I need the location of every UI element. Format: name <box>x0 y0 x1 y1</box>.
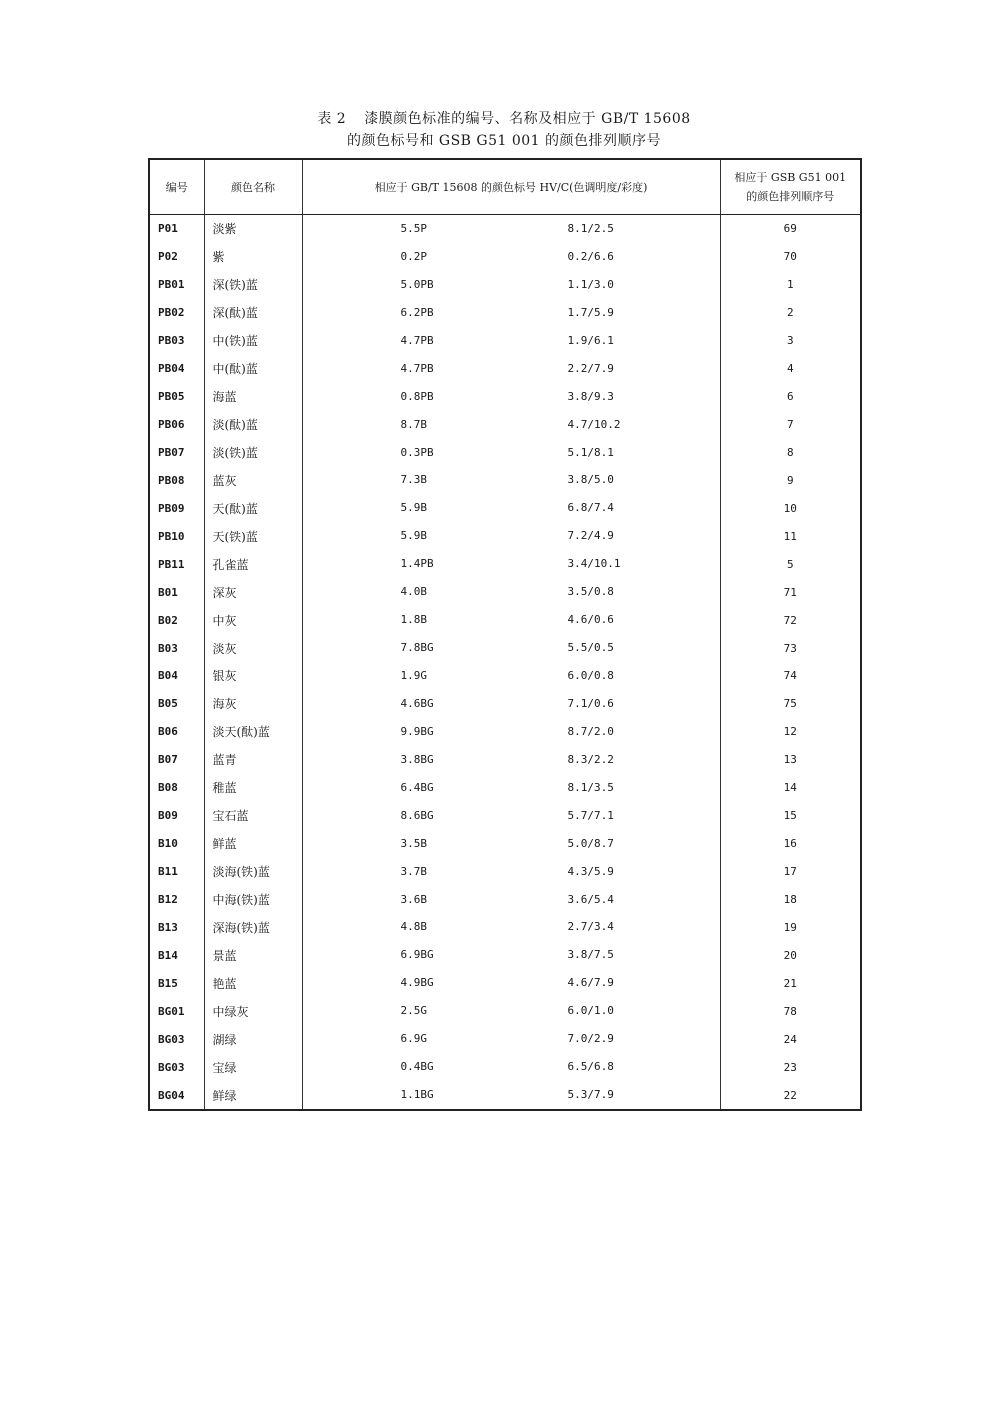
cell-hue: 3.5B <box>400 836 427 850</box>
table-row <box>149 383 861 411</box>
cell-code: B03 <box>149 634 204 662</box>
cell-code: BG01 <box>149 997 204 1025</box>
cell-value-chroma: 3.8/9.3 <box>567 389 614 403</box>
cell-hue: 8.7B <box>400 417 427 431</box>
cell-seq: 75 <box>783 697 797 711</box>
cell-seq: 22 <box>783 1088 797 1102</box>
cell-name: 景蓝 <box>204 941 302 969</box>
table-row <box>149 690 861 718</box>
table-row <box>149 634 861 662</box>
cell-hue: 3.8BG <box>400 752 434 766</box>
table-row <box>149 327 861 355</box>
cell-value-chroma: 4.7/10.2 <box>567 417 621 431</box>
cell-hvc <box>302 662 720 690</box>
cell-seq: 8 <box>786 445 794 459</box>
cell-code: B01 <box>149 578 204 606</box>
table-row <box>149 858 861 886</box>
cell-seq: 16 <box>783 837 797 851</box>
cell-code: P02 <box>149 243 204 271</box>
table-header-row <box>149 159 861 215</box>
cell-hvc <box>302 802 720 830</box>
cell-name: 中海(铁)蓝 <box>204 886 302 914</box>
table-row <box>149 271 861 299</box>
cell-hvc <box>302 522 720 550</box>
cell-name: 深(酞)蓝 <box>204 299 302 327</box>
table-row <box>149 550 861 578</box>
cell-hvc <box>302 383 720 411</box>
cell-value-chroma: 5.7/7.1 <box>567 808 614 822</box>
cell-hue: 4.7PB <box>400 361 434 375</box>
cell-name: 艳蓝 <box>204 969 302 997</box>
cell-hvc <box>302 690 720 718</box>
caption-line-2: 的颜色标号和 GSB G51 001 的颜色排列顺序号 <box>346 133 662 149</box>
caption-title: 漆膜颜色标准的编号、名称及相应于 GB/T 15608 <box>364 111 691 127</box>
cell-value-chroma: 1.7/5.9 <box>567 305 614 319</box>
cell-hue: 4.7PB <box>400 333 434 347</box>
cell-seq: 72 <box>783 613 797 627</box>
header-seq-line-2: 的颜色排列顺序号 <box>746 190 835 203</box>
cell-value-chroma: 5.3/7.9 <box>567 1088 614 1102</box>
cell-code: B11 <box>149 858 204 886</box>
cell-name: 鲜绿 <box>204 1081 302 1110</box>
cell-name: 淡海(铁)蓝 <box>204 858 302 886</box>
cell-hvc <box>302 494 720 522</box>
cell-name: 湖绿 <box>204 1025 302 1053</box>
cell-value-chroma: 3.5/0.8 <box>567 585 614 599</box>
cell-code: B04 <box>149 662 204 690</box>
cell-hue: 5.0PB <box>400 277 434 291</box>
cell-seq: 69 <box>783 222 797 236</box>
cell-name: 淡(铁)蓝 <box>204 439 302 467</box>
cell-code: B13 <box>149 913 204 941</box>
cell-value-chroma: 6.0/0.8 <box>567 669 614 682</box>
cell-name: 中(酞)蓝 <box>204 355 302 383</box>
table-row <box>149 411 861 439</box>
cell-seq: 2 <box>786 306 794 320</box>
cell-seq: 10 <box>783 501 797 515</box>
cell-value-chroma: 8.1/3.5 <box>567 780 614 794</box>
cell-hvc <box>302 411 720 439</box>
cell-hue: 9.9BG <box>400 724 434 738</box>
cell-hue: 4.6BG <box>400 696 434 710</box>
cell-hvc <box>302 941 720 969</box>
cell-seq: 17 <box>783 865 797 879</box>
cell-value-chroma: 2.2/7.9 <box>567 361 614 375</box>
cell-seq: 15 <box>783 809 797 823</box>
table-row <box>149 969 861 997</box>
cell-hue: 1.4PB <box>400 557 434 571</box>
cell-name: 蓝青 <box>204 746 302 774</box>
cell-hue: 4.0B <box>400 585 427 599</box>
cell-code: B09 <box>149 802 204 830</box>
cell-name: 中(铁)蓝 <box>204 327 302 355</box>
cell-value-chroma: 0.2/6.6 <box>567 249 614 263</box>
cell-hvc <box>302 578 720 606</box>
cell-hue: 3.7B <box>400 864 427 878</box>
cell-hvc <box>302 243 720 271</box>
cell-hue: 1.8B <box>400 613 427 627</box>
cell-seq: 14 <box>783 781 797 795</box>
cell-hue: 0.4BG <box>400 1060 434 1074</box>
cell-seq: 12 <box>783 725 797 739</box>
cell-code: PB09 <box>149 494 204 522</box>
cell-value-chroma: 3.6/5.4 <box>567 892 614 906</box>
cell-hue: 6.9BG <box>400 948 434 962</box>
cell-seq: 5 <box>786 557 794 571</box>
cell-seq: 74 <box>783 669 797 683</box>
cell-code: PB08 <box>149 466 204 494</box>
table-body <box>149 215 861 1111</box>
table-row <box>149 522 861 550</box>
cell-value-chroma: 7.1/0.6 <box>567 696 614 710</box>
cell-hue: 5.9B <box>400 501 427 515</box>
table-caption <box>148 108 860 152</box>
cell-code: B12 <box>149 886 204 914</box>
cell-seq: 3 <box>786 334 794 348</box>
cell-code: B06 <box>149 718 204 746</box>
cell-value-chroma: 8.3/2.2 <box>567 752 614 766</box>
cell-seq: 19 <box>783 920 797 934</box>
cell-code: BG03 <box>149 1053 204 1081</box>
table-row <box>149 662 861 690</box>
table-label: 表 2 <box>317 111 347 127</box>
cell-name: 中灰 <box>204 606 302 634</box>
cell-code: PB01 <box>149 271 204 299</box>
cell-seq: 23 <box>783 1060 797 1074</box>
cell-hue: 6.9G <box>400 1032 427 1046</box>
cell-name: 海灰 <box>204 690 302 718</box>
cell-code: B05 <box>149 690 204 718</box>
table-row <box>149 606 861 634</box>
cell-name: 蓝灰 <box>204 466 302 494</box>
table-row <box>149 997 861 1025</box>
cell-hue: 4.8B <box>400 920 427 934</box>
cell-hue: 1.1BG <box>400 1088 434 1102</box>
cell-seq: 1 <box>786 278 794 292</box>
cell-code: P01 <box>149 215 204 243</box>
header-name: 颜色名称 <box>204 159 302 215</box>
color-standard-table <box>148 158 862 1111</box>
cell-hvc <box>302 886 720 914</box>
cell-hvc <box>302 774 720 802</box>
cell-hvc <box>302 271 720 299</box>
cell-value-chroma: 5.5/0.5 <box>567 641 614 655</box>
table-row <box>149 913 861 941</box>
cell-name: 深(铁)蓝 <box>204 271 302 299</box>
cell-hvc <box>302 830 720 858</box>
cell-value-chroma: 7.2/4.9 <box>567 529 614 543</box>
cell-code: B02 <box>149 606 204 634</box>
cell-seq: 78 <box>783 1004 797 1018</box>
cell-value-chroma: 3.8/7.5 <box>567 948 614 962</box>
cell-hvc <box>302 439 720 467</box>
cell-hvc <box>302 550 720 578</box>
table-row <box>149 802 861 830</box>
header-seq-line-1: 相应于 GSB G51 001 <box>734 171 847 184</box>
cell-name: 天(铁)蓝 <box>204 522 302 550</box>
cell-seq: 20 <box>783 948 797 962</box>
cell-name: 淡(酞)蓝 <box>204 411 302 439</box>
cell-code: BG03 <box>149 1025 204 1053</box>
table-row <box>149 1053 861 1081</box>
cell-hvc <box>302 1025 720 1053</box>
cell-seq: 24 <box>783 1032 797 1046</box>
table-row <box>149 1025 861 1053</box>
cell-hvc <box>302 969 720 997</box>
cell-value-chroma: 6.5/6.8 <box>567 1060 614 1074</box>
cell-code: PB04 <box>149 355 204 383</box>
table-row <box>149 1081 861 1110</box>
cell-code: B08 <box>149 774 204 802</box>
cell-name: 紫 <box>204 243 302 271</box>
cell-value-chroma: 4.6/0.6 <box>567 613 614 627</box>
cell-name: 鲜蓝 <box>204 830 302 858</box>
caption-line-1 <box>148 108 860 130</box>
cell-name: 淡灰 <box>204 634 302 662</box>
cell-seq: 71 <box>783 585 797 599</box>
cell-value-chroma: 8.1/2.5 <box>567 222 614 235</box>
table-row <box>149 774 861 802</box>
cell-hvc <box>302 355 720 383</box>
cell-hvc <box>302 299 720 327</box>
table-row <box>149 299 861 327</box>
cell-value-chroma: 3.8/5.0 <box>567 473 614 487</box>
cell-name: 海蓝 <box>204 383 302 411</box>
table-row <box>149 243 861 271</box>
cell-value-chroma: 2.7/3.4 <box>567 920 614 934</box>
table-row <box>149 886 861 914</box>
cell-seq: 9 <box>786 473 794 487</box>
cell-name: 深海(铁)蓝 <box>204 913 302 941</box>
cell-seq: 13 <box>783 753 797 767</box>
cell-value-chroma: 7.0/2.9 <box>567 1032 614 1046</box>
cell-value-chroma: 5.0/8.7 <box>567 836 614 850</box>
cell-code: PB05 <box>149 383 204 411</box>
cell-name: 深灰 <box>204 578 302 606</box>
cell-hue: 5.5P <box>400 222 427 235</box>
cell-seq: 18 <box>783 892 797 906</box>
cell-value-chroma: 6.0/1.0 <box>567 1004 614 1018</box>
cell-hvc <box>302 858 720 886</box>
cell-hue: 2.5G <box>400 1004 427 1018</box>
cell-hvc <box>302 997 720 1025</box>
cell-code: PB11 <box>149 550 204 578</box>
cell-code: B10 <box>149 830 204 858</box>
cell-value-chroma: 1.1/3.0 <box>567 277 614 291</box>
cell-value-chroma: 4.3/5.9 <box>567 864 614 878</box>
cell-hvc <box>302 913 720 941</box>
cell-hue: 7.8BG <box>400 641 434 655</box>
table-row <box>149 439 861 467</box>
cell-name: 淡天(酞)蓝 <box>204 718 302 746</box>
cell-hue: 8.6BG <box>400 808 434 822</box>
table-row <box>149 718 861 746</box>
cell-name: 天(酞)蓝 <box>204 494 302 522</box>
cell-hue: 0.8PB <box>400 389 434 403</box>
cell-seq: 73 <box>783 641 797 655</box>
cell-name: 宝石蓝 <box>204 802 302 830</box>
cell-seq: 11 <box>783 529 797 543</box>
cell-name: 淡紫 <box>204 215 302 243</box>
header-seq <box>720 159 861 215</box>
cell-value-chroma: 4.6/7.9 <box>567 976 614 990</box>
cell-hvc <box>302 606 720 634</box>
cell-value-chroma: 8.7/2.0 <box>567 724 614 738</box>
cell-name: 孔雀蓝 <box>204 550 302 578</box>
cell-hvc <box>302 466 720 494</box>
table-row <box>149 941 861 969</box>
cell-value-chroma: 5.1/8.1 <box>567 445 614 459</box>
header-code: 编号 <box>149 159 204 215</box>
cell-value-chroma: 6.8/7.4 <box>567 501 614 515</box>
cell-seq: 4 <box>786 362 794 376</box>
cell-hue: 7.3B <box>400 473 427 487</box>
cell-name: 中绿灰 <box>204 997 302 1025</box>
cell-code: PB03 <box>149 327 204 355</box>
cell-hvc <box>302 718 720 746</box>
cell-code: PB02 <box>149 299 204 327</box>
cell-name: 银灰 <box>204 662 302 690</box>
cell-hue: 0.3PB <box>400 445 434 459</box>
cell-code: B07 <box>149 746 204 774</box>
table-row <box>149 215 861 243</box>
cell-code: PB10 <box>149 522 204 550</box>
cell-code: B15 <box>149 969 204 997</box>
cell-hue: 6.4BG <box>400 780 434 794</box>
cell-name: 稚蓝 <box>204 774 302 802</box>
table-row <box>149 830 861 858</box>
cell-hvc <box>302 327 720 355</box>
cell-hue: 6.2PB <box>400 305 434 319</box>
cell-seq: 7 <box>786 418 794 432</box>
cell-hue: 4.9BG <box>400 976 434 990</box>
header-hvc: 相应于 GB/T 15608 的颜色标号 HV/C(色调明度/彩度) <box>302 159 720 215</box>
cell-code: PB07 <box>149 439 204 467</box>
cell-code: BG04 <box>149 1081 204 1110</box>
cell-hvc <box>302 634 720 662</box>
cell-seq: 70 <box>783 250 797 264</box>
cell-hvc <box>302 1081 720 1110</box>
table-row <box>149 466 861 494</box>
table-row <box>149 494 861 522</box>
cell-name: 宝绿 <box>204 1053 302 1081</box>
table-row <box>149 578 861 606</box>
table-row <box>149 355 861 383</box>
cell-hvc <box>302 215 720 243</box>
cell-hue: 3.6B <box>400 892 427 906</box>
cell-hue: 0.2P <box>400 249 427 263</box>
cell-seq: 6 <box>786 390 794 404</box>
cell-hue: 5.9B <box>400 529 427 543</box>
cell-code: PB06 <box>149 411 204 439</box>
cell-code: B14 <box>149 941 204 969</box>
cell-hue: 1.9G <box>400 669 427 682</box>
cell-seq: 21 <box>783 976 797 990</box>
cell-hvc <box>302 1053 720 1081</box>
cell-value-chroma: 3.4/10.1 <box>567 557 621 571</box>
cell-value-chroma: 1.9/6.1 <box>567 333 614 347</box>
cell-hvc <box>302 746 720 774</box>
table-row <box>149 746 861 774</box>
